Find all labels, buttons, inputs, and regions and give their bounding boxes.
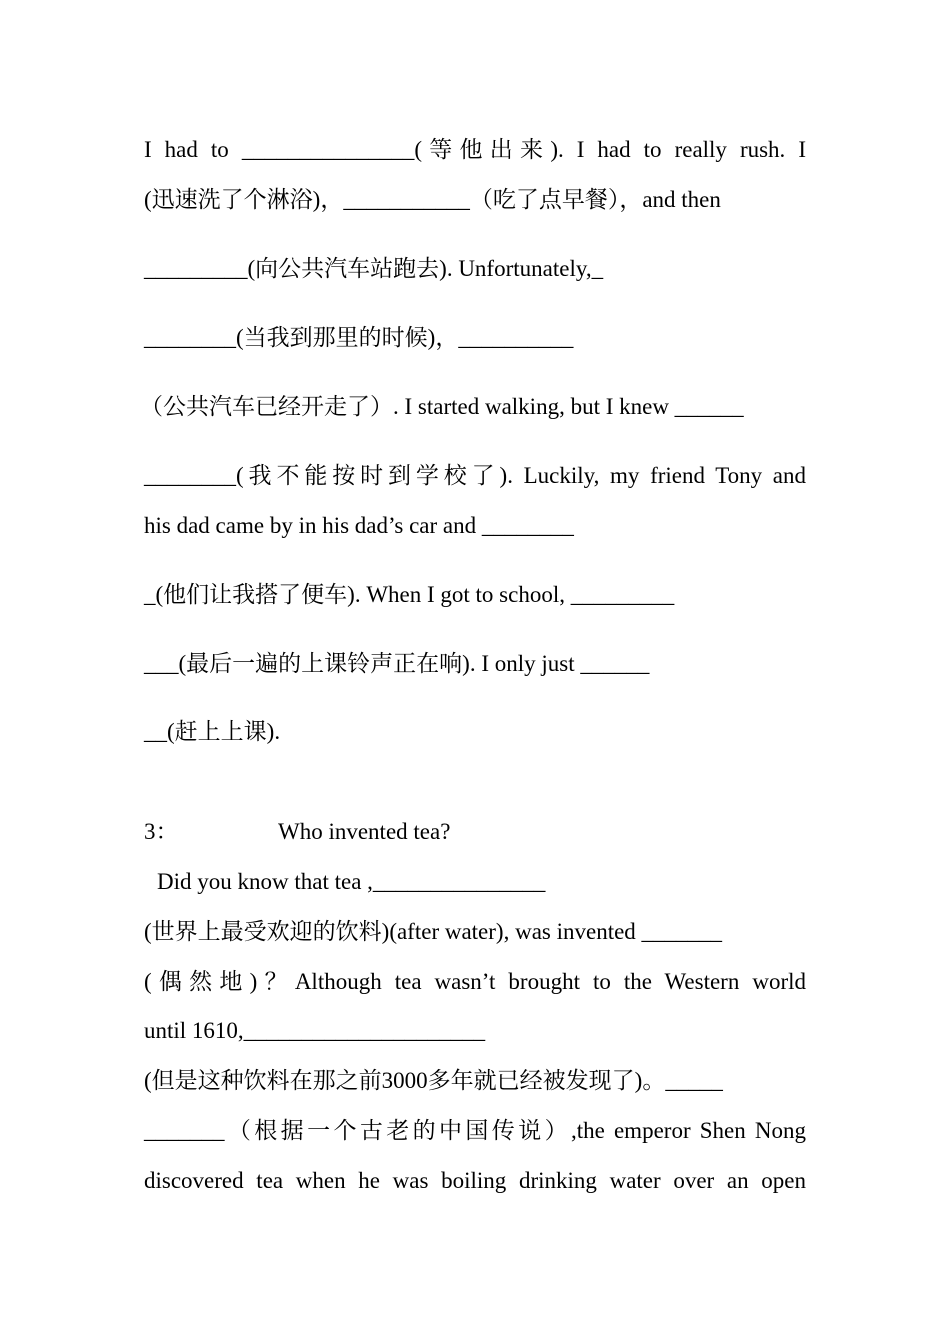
- text-line-12: (世界上最受欢迎的饮料)(after water), was invented _______: [144, 919, 723, 944]
- text-line-13: (偶然地)？Although tea wasn’t brought to the Western world: [144, 969, 806, 994]
- text-line-16: _______（根据一个古老的中国传说）,the emperor Shen Nong: [144, 1118, 806, 1143]
- text-line-15: (但是这种饮料在那之前3000多年就已经被发现了)。_____: [144, 1068, 723, 1093]
- text-line-11: Did you know that tea ,_______________: [157, 869, 546, 894]
- section-title: Who invented tea?: [278, 819, 451, 844]
- text-line-6: ________(我不能按时到学校了). Luckily, my friend Tony and: [144, 463, 806, 488]
- text-line-2: (迅速洗了个淋浴)，___________（吃了点早餐），and then: [144, 187, 721, 212]
- text-line-9: ___(最后一遍的上课铃声正在响). I only just ______: [144, 651, 650, 676]
- text-line-4: ________(当我到那里的时候)，__________: [144, 325, 574, 350]
- text-line-3: _________(向公共汽车站跑去). Unfortunately,_: [144, 256, 604, 281]
- section-number: 3：: [144, 819, 179, 844]
- text-line-8: _(他们让我搭了便车). When I got to school, _________: [144, 582, 675, 607]
- text-line-10: __(赶上上课).: [144, 719, 281, 744]
- text-line-14: until 1610,_____________________: [144, 1018, 486, 1043]
- section-heading: [144, 817, 806, 847]
- text-line-1: I had to _______________(等他出来). I had to really rush. I: [144, 137, 806, 162]
- text-line-17: discovered tea when he was boiling drinking water over an open: [144, 1168, 806, 1193]
- text-line-5: （公共汽车已经开走了）. I started walking, but I knew ______: [140, 394, 744, 419]
- text-line-7: his dad came by in his dad’s car and ________: [144, 513, 574, 538]
